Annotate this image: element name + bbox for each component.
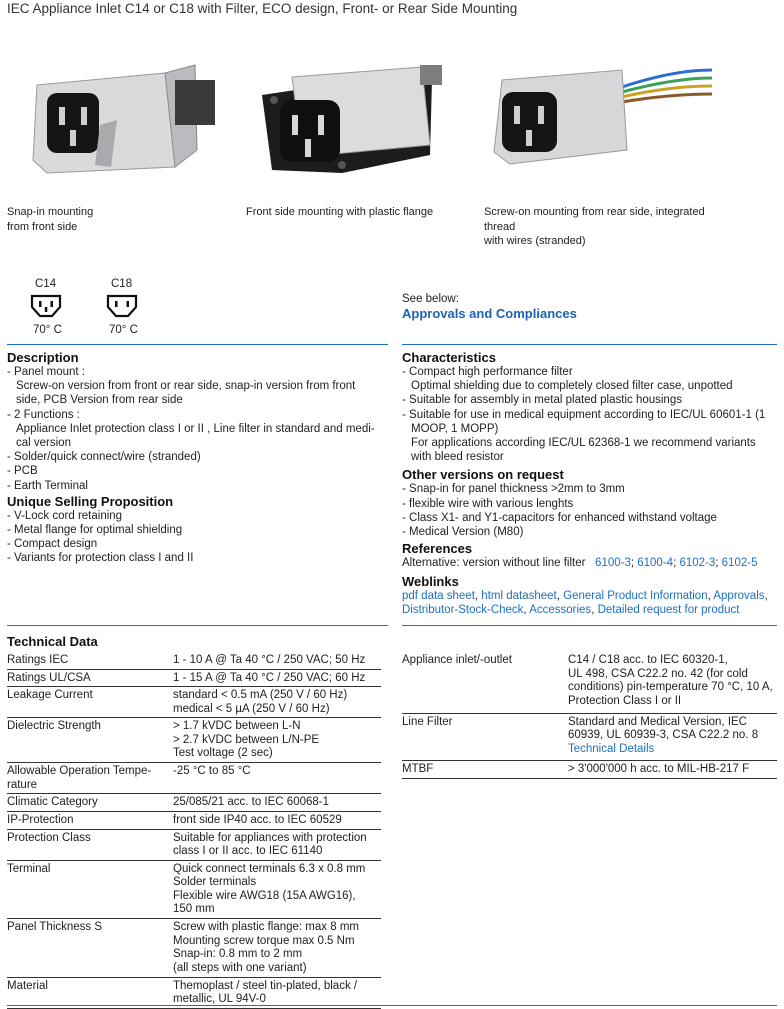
tech-label-line: Leakage Current — [7, 689, 93, 702]
weblinks-heading: Weblinks — [402, 573, 459, 589]
row-divider — [7, 717, 381, 718]
row-divider — [402, 713, 777, 714]
list-item: MOOP, 1 MOPP) — [411, 422, 499, 435]
product-image-snap-in — [25, 55, 225, 175]
tech-value-line: conditions) pin-temperature 70 °C, 10 A, — [568, 681, 773, 693]
list-item: cal version — [16, 437, 71, 450]
connector-c14-label: C14 — [35, 278, 57, 290]
tech-row-value — [173, 832, 367, 859]
tech-row-value — [173, 765, 251, 779]
tech-row-label — [7, 863, 50, 877]
technical-data-heading: Technical Data — [7, 634, 98, 649]
tech-value-line: standard < 0.5 mA (250 V / 60 Hz) — [173, 689, 348, 702]
tech-row-label — [7, 720, 101, 734]
section-rule — [402, 344, 777, 345]
tech-row-value — [568, 716, 758, 757]
page-title: IEC Appliance Inlet C14 or C18 with Filter, ECO design, Front- or Rear Side Mounting — [7, 1, 518, 16]
list-item: - 2 Functions : — [7, 408, 80, 421]
tech-value-line: Screw with plastic flange: max 8 mm — [173, 921, 359, 934]
description-section — [7, 350, 387, 566]
tech-value-line: Quick connect terminals 6.3 x 0.8 mm — [173, 862, 366, 875]
list-item: side, PCB Version from rear side — [16, 394, 183, 407]
row-divider — [7, 811, 381, 812]
list-item: - Panel mount : — [7, 366, 85, 378]
section-rule — [7, 344, 388, 345]
tech-label-line: Protection Class — [7, 831, 91, 844]
tech-value-line: > 3'000'000 h acc. to MIL-HB-217 F — [568, 762, 750, 775]
tech-value-line: -25 °C to 85 °C — [173, 765, 251, 778]
tech-value-line: Standard and Medical Version, IEC — [568, 715, 747, 728]
tech-value-line: 150 mm — [173, 903, 215, 916]
description-list — [7, 365, 387, 493]
tech-row-label — [7, 672, 91, 686]
tech-row-value — [568, 763, 749, 777]
weblinks-line-1: pdf data sheet, html datasheet, General Product Information, Approvals, — [402, 589, 768, 602]
tech-value-line: 1 - 15 A @ Ta 40 °C / 250 VAC; 60 Hz — [173, 671, 366, 684]
tech-label-line: MTBF — [402, 762, 434, 775]
characteristics-section — [402, 350, 780, 618]
tech-value-line: (all steps with one variant) — [173, 961, 307, 974]
tech-value-line: > 1.7 kVDC between L-N — [173, 720, 301, 733]
tech-label-line: Terminal — [7, 862, 51, 875]
list-item: - Class X1- and Y1-capacitors for enhanced withstand voltage — [402, 511, 717, 524]
tech-label-line: Panel Thickness S — [7, 921, 103, 934]
section-rule — [7, 625, 388, 626]
row-divider — [7, 860, 381, 861]
list-item: - Metal flange for optimal shielding — [7, 524, 183, 537]
tech-value-line: UL 498, CSA C22.2 no. 42 (for cold — [568, 667, 748, 680]
weblink-pdf-datasheet[interactable]: pdf data sheet — [402, 589, 475, 602]
usp-heading: Unique Selling Proposition — [7, 493, 174, 509]
tech-value-line: Protection Class I or II — [568, 694, 682, 707]
weblink-distributor-stock[interactable]: Distributor-Stock-Check — [402, 604, 524, 617]
list-item: - Compact high performance filter — [402, 366, 573, 378]
bottom-rule — [7, 1005, 777, 1006]
references-heading: References — [402, 541, 473, 557]
tech-value-line: C14 / C18 acc. to IEC 60320-1, — [568, 654, 728, 666]
tech-value-line: Flexible wire AWG18 (15A AWG16), — [173, 889, 356, 902]
c18-symbol-icon — [105, 293, 139, 319]
caption-snap-in: Snap-in mounting from front side — [7, 206, 94, 233]
list-item: with bleed resistor — [411, 451, 504, 464]
other-versions-heading: Other versions on request — [402, 467, 564, 483]
list-item: Appliance Inlet protection class I or II , Line filter in standard and medi- — [16, 422, 375, 435]
tech-row-label — [7, 796, 98, 810]
c14-symbol-icon — [29, 293, 63, 319]
product-image-rear-wires — [482, 42, 712, 172]
tech-value-line: Themoplast / steel tin-plated, black / — [173, 979, 358, 992]
caption-rear-wires: Screw-on mounting from rear side, integrated thread with wires (stranded) — [484, 206, 705, 247]
row-divider — [7, 669, 381, 670]
tech-row-label — [7, 689, 93, 703]
list-item: Optimal shielding due to completely closed filter case, unpotted — [411, 380, 733, 393]
list-item: - Solder/quick connect/wire (stranded) — [7, 451, 201, 464]
list-item: - PCB — [7, 465, 38, 478]
list-item: - V-Lock cord retaining — [7, 509, 123, 522]
list-item: - Medical Version (M80) — [402, 526, 524, 539]
tech-row-value — [173, 689, 347, 716]
tech-value-line: metallic, UL 94V-0 — [173, 993, 266, 1006]
weblink-detailed-request[interactable]: Detailed request for product — [597, 604, 740, 617]
tech-value-line: Test voltage (2 sec) — [173, 747, 273, 760]
tech-value-line: 60939, UL 60939-3, CSA C22.2 no. 8 — [568, 729, 759, 742]
caption-front-flange: Front side mounting with plastic flange — [246, 206, 434, 218]
tech-row-value — [568, 654, 773, 708]
tech-row-label — [7, 814, 73, 828]
tech-row-label — [7, 980, 48, 994]
technical-details-link[interactable]: Technical Details — [568, 742, 655, 755]
connector-c18-temp: 70° C — [109, 324, 138, 336]
characteristics-heading: Characteristics — [402, 350, 496, 365]
tech-row-label — [402, 716, 453, 730]
tech-label-line: IP-Protection — [7, 814, 74, 826]
tech-value-line: class I or II acc. to IEC 61140 — [173, 845, 323, 858]
weblinks-line-2: Distributor-Stock-Check, Accessories, Detailed request for product — [402, 604, 740, 617]
product-image-front-flange — [262, 55, 462, 180]
tech-row-label — [7, 921, 102, 935]
tech-value-line: Snap-in: 0.8 mm to 2 mm — [173, 948, 303, 961]
row-divider — [7, 829, 381, 830]
other-versions-list — [402, 482, 780, 539]
list-item: - Variants for protection class I and II — [7, 552, 194, 565]
reference-link[interactable]: 6100-4 — [637, 557, 674, 570]
description-heading: Description — [7, 350, 79, 365]
usp-list — [7, 509, 387, 566]
approvals-link[interactable]: Approvals and Compliances — [402, 306, 577, 321]
list-item: - flexible wire with various lenghts — [402, 497, 574, 510]
references-text: Alternative: version without line filter — [402, 557, 586, 570]
list-item: Screw-on version from front or rear side, snap-in version from front — [16, 380, 356, 393]
tech-label-line: Climatic Category — [7, 796, 98, 809]
tech-row-value — [173, 672, 365, 686]
tech-label-line: Material — [7, 979, 48, 992]
reference-link[interactable]: 6102-3 — [679, 557, 716, 570]
tech-value-line: Suitable for appliances with protection — [173, 831, 367, 844]
tech-row-label — [7, 654, 68, 668]
tech-label-line: Allowable Operation Tempe- — [7, 765, 152, 778]
tech-value-line: 1 - 10 A @ Ta 40 °C / 250 VAC; 50 Hz — [173, 654, 366, 666]
tech-row-value — [173, 980, 357, 1007]
weblink-accessories[interactable]: Accessories — [529, 604, 592, 617]
weblink-approvals[interactable]: Approvals — [713, 589, 765, 602]
tech-value-line: 25/085/21 acc. to IEC 60068-1 — [173, 796, 329, 809]
tech-label-line: Dielectric Strength — [7, 720, 101, 733]
row-divider — [7, 793, 381, 794]
tech-label-line: Line Filter — [402, 715, 453, 728]
tech-row-value — [173, 863, 365, 917]
section-rule — [402, 625, 777, 626]
tech-row-label — [402, 763, 433, 777]
list-item: - Earth Terminal — [7, 479, 88, 492]
tech-row-value — [173, 720, 319, 761]
tech-value-line: medical < 5 µA (250 V / 60 Hz) — [173, 702, 330, 715]
list-item: - Suitable for assembly in metal plated plastic housings — [402, 394, 682, 407]
list-item: For applications according IEC/UL 62368-1 we recommend variants — [411, 437, 756, 450]
tech-value-line: > 2.7 kVDC between L/N-PE — [173, 733, 320, 746]
tech-row-label — [7, 832, 91, 846]
tech-row-value — [173, 796, 329, 810]
list-item: - Suitable for use in medical equipment according to IEC/UL 60601-1 (1 — [402, 408, 766, 421]
weblink-html-datasheet[interactable]: html datasheet — [481, 589, 557, 602]
tech-row-value — [173, 654, 365, 668]
characteristics-list — [402, 365, 780, 464]
row-divider — [7, 762, 381, 763]
tech-label-line: rature — [7, 778, 38, 791]
weblink-general-info[interactable]: General Product Information — [563, 589, 708, 602]
row-divider — [402, 778, 777, 779]
tech-row-value — [173, 921, 359, 975]
list-item: - Compact design — [7, 538, 98, 551]
tech-row-label — [402, 654, 512, 668]
approvals-see-below: See below: — [402, 293, 459, 305]
reference-link[interactable]: 6102-5 — [721, 557, 758, 570]
tech-value-line: front side IP40 acc. to IEC 60529 — [173, 814, 342, 826]
row-divider — [7, 686, 381, 687]
row-divider — [402, 760, 777, 761]
reference-link[interactable]: 6100-3 — [595, 557, 631, 570]
tech-value-line: Mounting screw torque max 0.5 Nm — [173, 934, 355, 947]
tech-label-line: Ratings UL/CSA — [7, 671, 91, 684]
connector-c14-temp: 70° C — [33, 324, 62, 336]
connector-c18-label: C18 — [111, 278, 133, 290]
tech-row-value — [173, 814, 342, 828]
row-divider — [7, 977, 381, 978]
tech-row-label — [7, 765, 151, 792]
tech-label-line: Appliance inlet/-outlet — [402, 654, 512, 666]
references-line: Alternative: version without line filter 6100-3; 6100-4; 6102-3; 6102-5 — [402, 557, 758, 570]
list-item: - Snap-in for panel thickness >2mm to 3mm — [402, 483, 625, 496]
tech-value-line: Solder terminals — [173, 876, 257, 889]
tech-label-line: Ratings IEC — [7, 654, 69, 666]
row-divider — [7, 918, 381, 919]
